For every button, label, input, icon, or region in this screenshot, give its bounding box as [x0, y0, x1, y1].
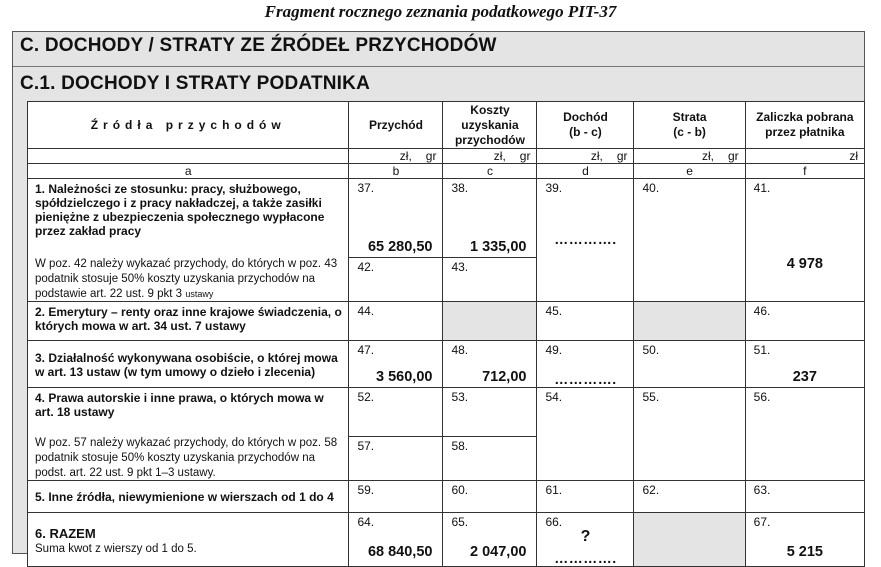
field-48[interactable]: 48. 712,00 [443, 341, 537, 388]
field-47[interactable]: 47. 3 560,00 [349, 341, 443, 388]
row-1-label: 1. Należności ze stosunku: pracy, służbowego, spółdzielczego i z pracy nakładczej, a także zasiłki pieniężne z ubezpieczenia społecznego wypłacone przez zakład pracy W poz. 42 należy wykazać przychody, do których w poz. 43 podatnik stosuje 50% koszty uzyskania przychodów na podstawie art. 22 ust. 9 pkt 3 ustawy [28, 179, 349, 302]
value-66: …………. [554, 550, 617, 566]
field-65[interactable]: 65. 2 047,00 [443, 513, 537, 567]
header-income: Przychód [349, 102, 443, 149]
unit-zl-gr: zł, gr [349, 149, 443, 164]
field-55[interactable]: 55. [634, 388, 745, 481]
row-6-label: 6. RAZEM Suma kwot z wierszy od 1 do 5. [28, 513, 349, 567]
section-c1-heading: C.1. DOCHODY I STRATY PODATNIKA [20, 73, 370, 94]
field-63[interactable]: 63. [745, 481, 864, 513]
header-loss: Strata (c - b) [634, 102, 745, 149]
field-39[interactable]: 39. …………. [537, 179, 634, 302]
field-46[interactable]: 46. [745, 302, 864, 341]
header-sources: Źródła przychodów [28, 102, 349, 149]
row-5-label: 5. Inne źródła, niewymienione w wierszach od 1 do 4 [28, 481, 349, 513]
value-38: 1 335,00 [470, 239, 527, 256]
header-advance: Zaliczka pobrana przez płatnika [745, 102, 864, 149]
field-disabled [443, 302, 537, 341]
field-38[interactable]: 38. 1 335,00 [443, 179, 537, 258]
row-2-label: 2. Emerytury – renty oraz inne krajowe świadczenia, o których mowa w art. 34 ust. 7 ustawy [28, 302, 349, 341]
field-42[interactable]: 42. [349, 258, 443, 302]
value-66-question: ? [580, 528, 591, 545]
row-4-label: 4. Prawa autorskie i inne prawa, o których mowa w art. 18 ustawy W poz. 57 należy wykazać przychody, do których w poz. 58 podatnik stosuje 50% koszty uzyskania przychodów na podst. art. 22 ust. 9 pkt 1–3 ustawy. [28, 388, 349, 481]
field-52[interactable]: 52. [349, 388, 443, 437]
field-66[interactable]: 66. ? …………. [537, 513, 634, 567]
field-59[interactable]: 59. [349, 481, 443, 513]
field-43[interactable]: 43. [443, 258, 537, 302]
unit-zl-gr: zł, gr [443, 149, 537, 164]
field-56[interactable]: 56. [745, 388, 864, 481]
col-letter-d: d [537, 164, 634, 179]
field-41[interactable]: 41. 4 978 [745, 179, 864, 302]
value-67: 5 215 [786, 544, 823, 560]
value-41: 4 978 [786, 256, 823, 272]
field-37[interactable]: 37. 65 280,50 [349, 179, 443, 258]
row-3-label: 3. Działalność wykonywana osobiście, o której mowa w art. 13 ustaw (w tym umowy o dzieło i zlecenia) [28, 341, 349, 388]
field-61[interactable]: 61. [537, 481, 634, 513]
income-table [27, 101, 865, 567]
value-49: …………. [554, 371, 617, 387]
field-disabled [634, 302, 745, 341]
section-divider [13, 66, 864, 67]
value-65: 2 047,00 [470, 544, 527, 560]
unit-zl-gr: zł, gr [634, 149, 745, 164]
caption: Fragment rocznego zeznania podatkowego PIT-37 [264, 2, 617, 21]
value-47: 3 560,00 [376, 369, 433, 385]
section-c-heading: C. DOCHODY / STRATY ZE ŹRÓDEŁ PRZYCHODÓW [20, 35, 497, 56]
unit-zl-gr: zł, gr [537, 149, 634, 164]
field-67[interactable]: 67. 5 215 [745, 513, 864, 567]
unit-blank [28, 149, 349, 164]
value-64: 68 840,50 [367, 544, 433, 560]
field-40[interactable]: 40. [634, 179, 745, 302]
value-48: 712,00 [482, 369, 527, 385]
col-letter-c: c [443, 164, 537, 179]
value-51: 237 [792, 369, 817, 385]
field-50[interactable]: 50. [634, 341, 745, 388]
field-58[interactable]: 58. [443, 437, 537, 481]
col-letter-a: a [28, 164, 349, 179]
field-44[interactable]: 44. [349, 302, 443, 341]
unit-zl: zł [745, 149, 864, 164]
col-letter-f: f [745, 164, 864, 179]
col-letter-b: b [349, 164, 443, 179]
header-costs: Koszty uzyskania przychodów [443, 102, 537, 149]
field-60[interactable]: 60. [443, 481, 537, 513]
header-profit: Dochód (b - c) [537, 102, 634, 149]
field-disabled [634, 513, 745, 567]
field-45[interactable]: 45. [537, 302, 634, 341]
field-57[interactable]: 57. [349, 437, 443, 481]
value-39: …………. [554, 231, 617, 247]
field-53[interactable]: 53. [443, 388, 537, 437]
field-54[interactable]: 54. [537, 388, 634, 481]
field-62[interactable]: 62. [634, 481, 745, 513]
col-letter-e: e [634, 164, 745, 179]
field-64[interactable]: 64. 68 840,50 [349, 513, 443, 567]
field-51[interactable]: 51. 237 [745, 341, 864, 388]
value-37: 65 280,50 [367, 239, 433, 256]
field-49[interactable]: 49. …………. [537, 341, 634, 388]
